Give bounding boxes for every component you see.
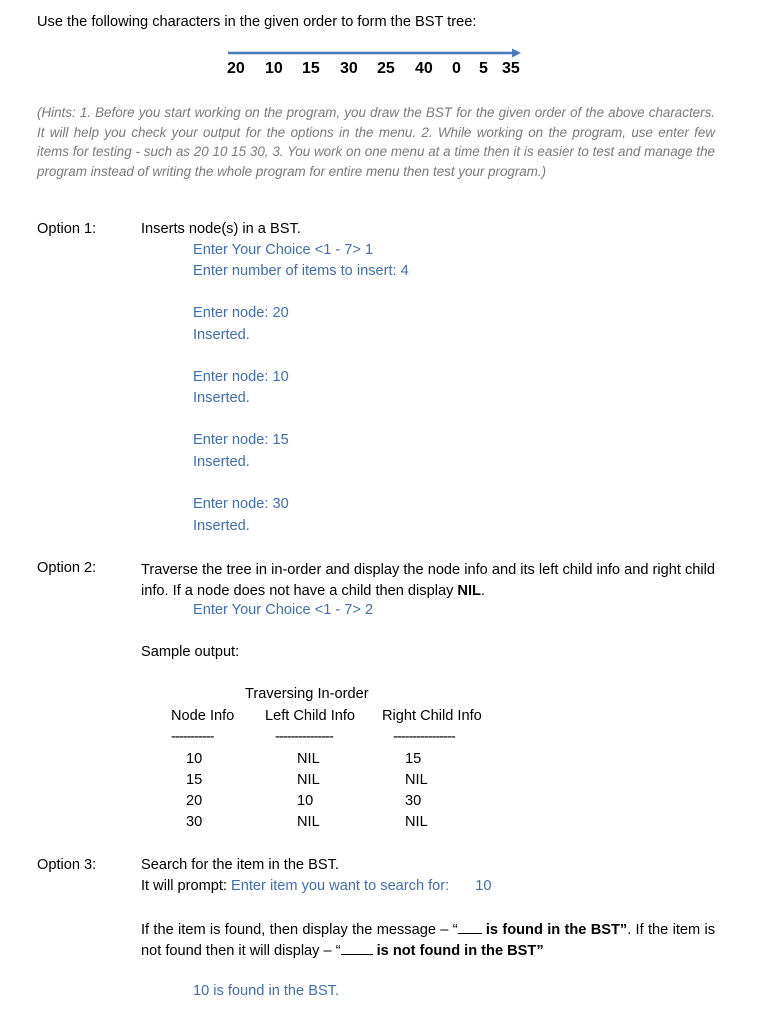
blank-line xyxy=(458,921,482,934)
seq-item: 20 xyxy=(227,60,245,77)
insert-result: Inserted. xyxy=(193,518,250,534)
seq-item: 35 xyxy=(502,60,520,77)
dash-right: ---------------- xyxy=(393,729,455,745)
option-1-choice: Enter Your Choice <1 - 7> 1 xyxy=(193,242,374,258)
cell-left: NIL xyxy=(297,772,320,788)
sequence-arrow xyxy=(228,47,522,59)
seq-item: 25 xyxy=(377,60,395,77)
insert-prompt: Enter node: 20 xyxy=(193,305,289,321)
desc-bold: NIL xyxy=(457,583,481,599)
option-1-label: Option 1: xyxy=(37,221,97,237)
msg-bold: is not found in the BST” xyxy=(372,943,544,959)
cell-node: 30 xyxy=(186,814,203,830)
option-1-desc: Inserts node(s) in a BST. xyxy=(141,221,301,237)
option-3-message xyxy=(141,920,715,962)
option-2-desc xyxy=(141,560,715,602)
option-2-label: Option 2: xyxy=(37,560,97,576)
dash-left: --------------- xyxy=(275,729,333,745)
option-3-prompt xyxy=(141,878,491,894)
seq-item: 5 xyxy=(479,60,488,77)
option-3-label: Option 3: xyxy=(37,857,97,873)
cell-node: 15 xyxy=(186,772,203,788)
header-left-child: Left Child Info xyxy=(265,708,356,724)
sample-output-label: Sample output: xyxy=(141,644,240,660)
desc-text-end: . xyxy=(480,583,485,599)
prompt-text: Enter item you want to search for: xyxy=(231,878,450,894)
option-3-desc: Search for the item in the BST. xyxy=(141,857,339,873)
cell-right: 15 xyxy=(405,751,422,767)
search-result: 10 is found in the BST. xyxy=(193,983,340,999)
insert-prompt: Enter node: 10 xyxy=(193,369,289,385)
insert-result: Inserted. xyxy=(193,390,250,406)
header-right-child: Right Child Info xyxy=(382,708,482,724)
insert-prompt: Enter node: 15 xyxy=(193,432,289,448)
seq-item: 0 xyxy=(452,60,461,77)
msg-part: If the item is found, then display the message – “ xyxy=(141,922,458,938)
blank-line xyxy=(341,942,373,955)
seq-item: 15 xyxy=(302,60,320,77)
option-1-count: Enter number of items to insert: 4 xyxy=(193,263,409,279)
cell-left: 10 xyxy=(297,793,314,809)
cell-right: NIL xyxy=(405,772,428,788)
cell-left: NIL xyxy=(297,751,320,767)
msg-bold: is found in the BST” xyxy=(481,922,628,938)
cell-node: 10 xyxy=(186,751,203,767)
seq-item: 30 xyxy=(340,60,358,77)
dash-node: ----------- xyxy=(171,729,214,745)
cell-right: 30 xyxy=(405,793,422,809)
insert-prompt: Enter node: 30 xyxy=(193,496,289,512)
prompt-value: 10 xyxy=(475,878,492,894)
prompt-prefix: It will prompt: xyxy=(141,878,232,894)
seq-item: 40 xyxy=(415,60,433,77)
desc-text: Traverse the tree in in-order and display the node info and its left child info and right child info. If a node does not have a child then display xyxy=(141,562,715,599)
cell-node: 20 xyxy=(186,793,203,809)
cell-left: NIL xyxy=(297,814,320,830)
hints-paragraph: (Hints: 1. Before you start working on the program, you draw the BST for the given order of the above characters. It will help you check your output for the options in the menu. 2. While working on the program, use enter few items for testing - such as 20 10 15 30, 3. You work on one menu at a time then it is easier to test and manage the program instead of writing the whole program for entire menu then test your program.) xyxy=(37,105,715,179)
cell-right: NIL xyxy=(405,814,428,830)
table-title: Traversing In-order xyxy=(245,686,369,702)
option-2-choice: Enter Your Choice <1 - 7> 2 xyxy=(193,602,374,618)
header-node-info: Node Info xyxy=(171,708,235,724)
msg-part: . If the item is not found then it will display – “ xyxy=(141,922,716,959)
intro-text: Use the following characters in the given order to form the BST tree: xyxy=(37,14,477,30)
seq-item: 10 xyxy=(265,60,283,77)
insert-result: Inserted. xyxy=(193,327,250,343)
insert-result: Inserted. xyxy=(193,454,250,470)
